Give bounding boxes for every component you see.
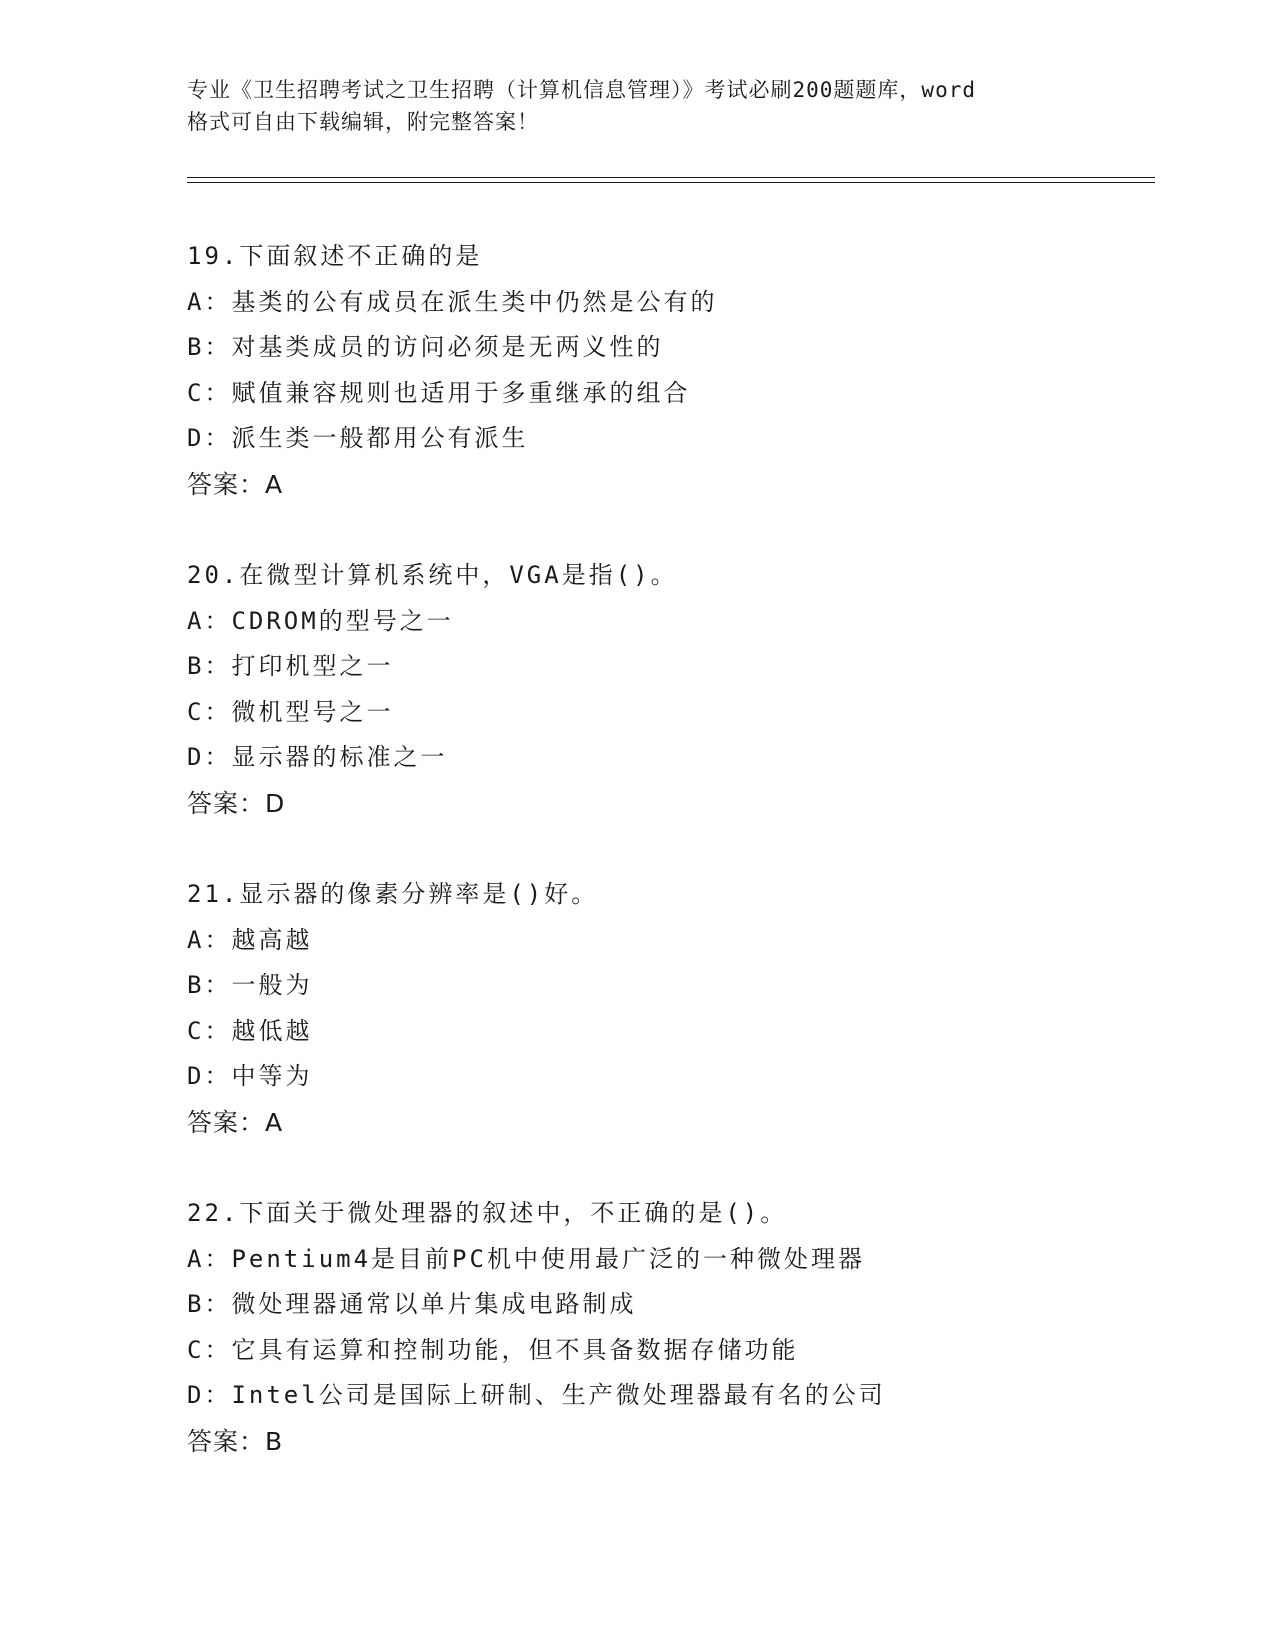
option-d: D：中等为 xyxy=(187,1062,313,1090)
question-stem: 21.显示器的像素分辨率是()好。 xyxy=(187,880,599,908)
question-20 xyxy=(187,553,1187,826)
header-divider-top xyxy=(187,177,1155,178)
option-a: A：越高越 xyxy=(187,925,313,954)
option-a: A：Pentium4是目前PC机中使用最广泛的一种微处理器 xyxy=(187,1244,865,1273)
answer: 答案：D xyxy=(187,788,286,818)
answer: 答案：B xyxy=(187,1426,284,1456)
option-c: C：微机型号之一 xyxy=(187,697,394,726)
question-22 xyxy=(187,1191,1187,1464)
option-c: C：赋值兼容规则也适用于多重继承的组合 xyxy=(187,378,691,407)
option-a: A：基类的公有成员在派生类中仍然是公有的 xyxy=(187,287,718,316)
document-header xyxy=(187,74,1087,138)
option-d: D：派生类一般都用公有派生 xyxy=(187,424,529,452)
question-19 xyxy=(187,234,1187,507)
option-a: A：CDROM的型号之一 xyxy=(187,606,454,635)
question-stem: 19.下面叙述不正确的是 xyxy=(187,242,483,270)
question-21 xyxy=(187,872,1187,1145)
answer: 答案：A xyxy=(187,1107,284,1137)
option-b: B：一般为 xyxy=(187,971,313,999)
question-stem: 20.在微型计算机系统中，VGA是指()。 xyxy=(187,561,678,589)
option-c: C：它具有运算和控制功能，但不具备数据存储功能 xyxy=(187,1335,799,1364)
header-line-1: 专业《卫生招聘考试之卫生招聘（计算机信息管理）》考试必刷200题题库，word xyxy=(187,78,976,102)
answer: 答案：A xyxy=(187,469,284,499)
option-d: D：Intel公司是国际上研制、生产微处理器最有名的公司 xyxy=(187,1381,886,1409)
question-stem: 22.下面关于微处理器的叙述中，不正确的是()。 xyxy=(187,1199,788,1227)
header-line-2: 格式可自由下载编辑，附完整答案！ xyxy=(187,110,539,134)
option-d: D：显示器的标准之一 xyxy=(187,743,448,771)
header-divider-bottom xyxy=(187,182,1155,183)
option-b: B：微处理器通常以单片集成电路制成 xyxy=(187,1290,637,1318)
option-b: B：打印机型之一 xyxy=(187,652,394,680)
option-c: C：越低越 xyxy=(187,1016,313,1045)
option-b: B：对基类成员的访问必须是无两义性的 xyxy=(187,333,664,361)
